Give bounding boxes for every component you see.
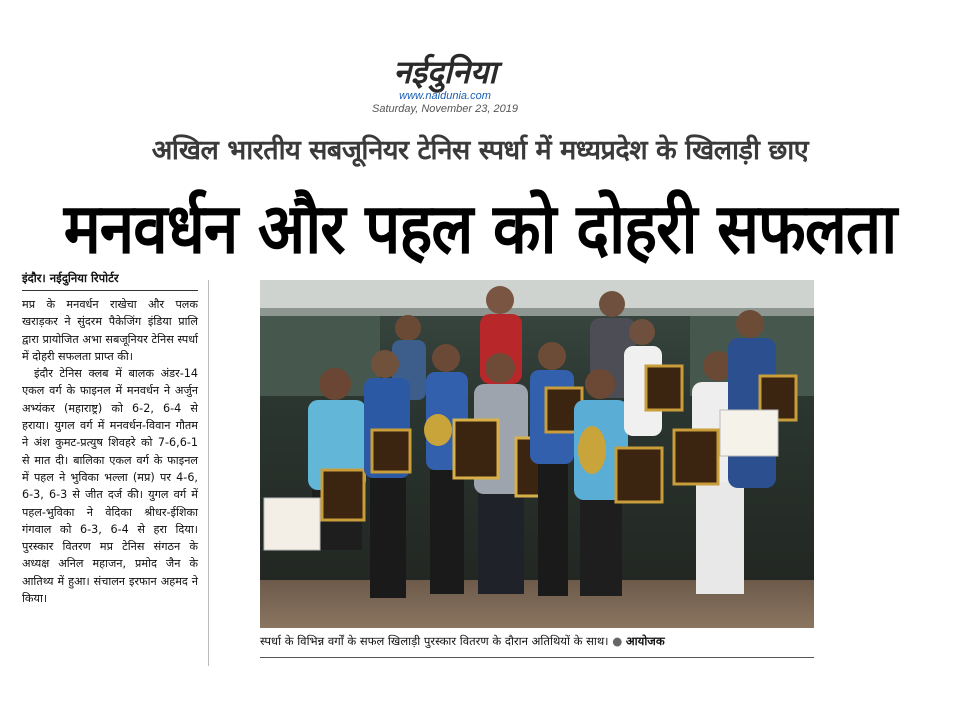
newspaper-url[interactable]: www.naidunia.com: [399, 90, 491, 102]
article-body: [22, 271, 198, 607]
column-divider: [208, 280, 209, 666]
subheadline: अखिल भारतीय सबजूनियर टेनिस स्पर्धा में मध्यप्रदेश के खिलाड़ी छाए: [151, 135, 809, 166]
headline: मनवर्धन और पहल को दोहरी सफलता: [63, 187, 897, 270]
group-photo: [260, 280, 814, 628]
dateline: इंदौर। नईदुनिया रिपोर्टर: [22, 271, 198, 291]
article-paragraph: इंदौर टेनिस क्लब में बालक अंडर-14 एकल वर्ग के फाइनल में मनवर्धन ने अर्जुन अभ्यंकर (महाराष्ट्र) को 6-2, 6-4 से हराया। युगल वर्ग में मनवर्धन-विवान गौतम ने अंश कुमट-प्रत्युष शिवहरे को 7-6,6-1 से मात दी। बालिका एकल वर्ग के फाइनल में पहल ने भुविका भल्ला (मप्र) पर 4-6, 6-3, 6-3 से जीत दर्ज की। युगल वर्ग में पहल-भुविका ने वेदिका श्रीधर-ईशिका गंगवाल को 6-3, 6-4 से हरा दिया। पुरस्कार वितरण मप्र टेनिस संगठन के अध्यक्ष अनिल महाजन, प्रमोद जैन के आतिथ्य में हुआ। संचालन इरफान अहमद ने किया।: [22, 367, 198, 606]
caption-rule: [260, 657, 814, 658]
caption-text: स्पर्धा के विभिन्न वर्गों के सफल खिलाड़ी पुरस्कार वितरण के दौरान अतिथियों के साथ।: [260, 634, 609, 648]
photo-illustration: [260, 280, 814, 628]
article-paragraph: मप्र के मनवर्धन राखेचा और पलक खराड़कर ने सुंदरम पैकेजिंग इंडिया प्रालि द्वारा प्रायोजित अभा सबजूनियर टेनिस स्पर्धा में दोहरी सफलता प्राप्त की।: [22, 298, 198, 363]
caption-bullet-icon: ●: [612, 634, 623, 648]
photo-caption: [260, 634, 814, 649]
masthead: [300, 52, 590, 115]
newspaper-logo: नईदुनिया: [393, 53, 497, 91]
photo-credit: आयोजक: [625, 634, 665, 648]
edition-date: Saturday, November 23, 2019: [372, 103, 518, 115]
